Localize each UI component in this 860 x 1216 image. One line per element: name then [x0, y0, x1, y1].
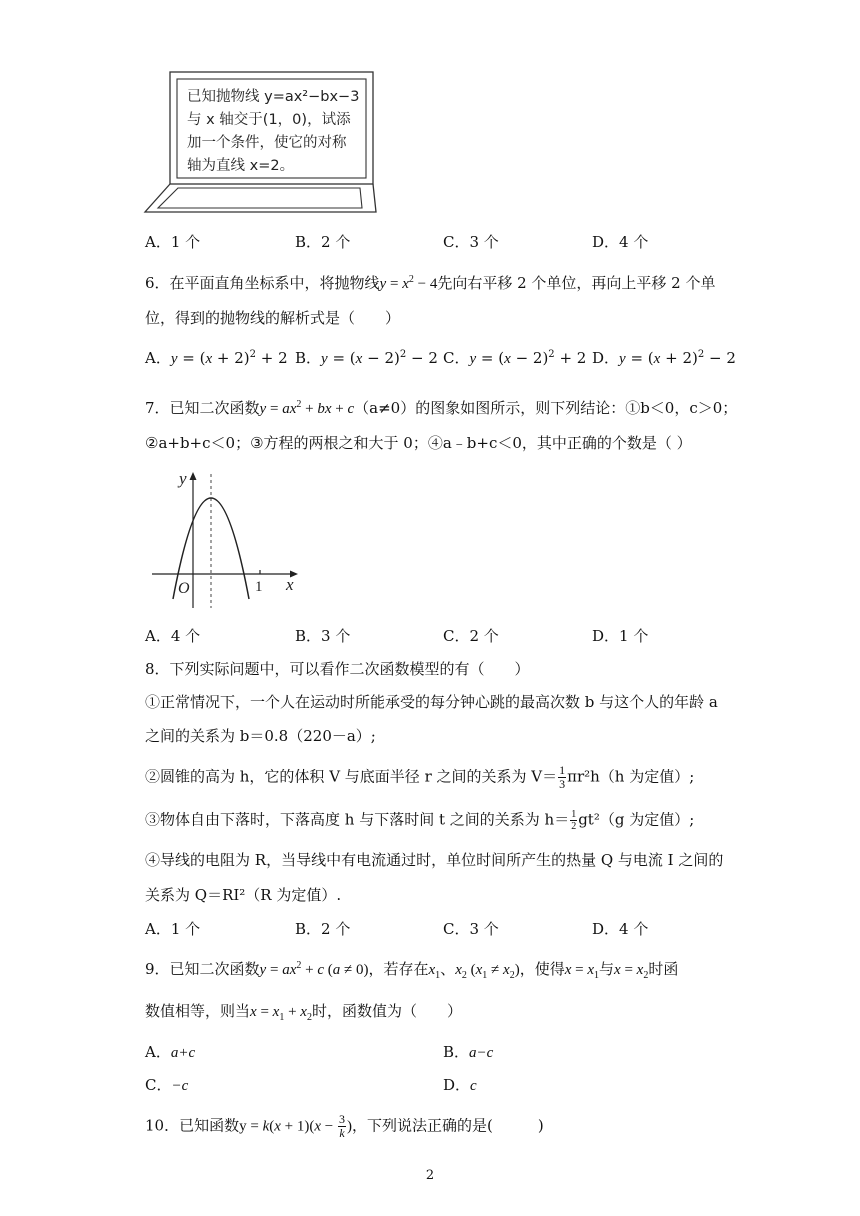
fraction-three-over-k: $\frac{3}{k}$ [339, 1112, 345, 1140]
q7-option-b[interactable]: B．3 个 [295, 627, 351, 645]
q5-option-b[interactable]: B．2 个 [295, 233, 351, 251]
q6-option-a[interactable]: A．$y = (x + 2)^2 + 2$ [145, 349, 288, 367]
q7-stem-b: （a≠0）的图象如图所示，则下列结论：①b＜0，c＞0； [354, 399, 738, 417]
q7-formula: y [259, 401, 267, 417]
y-axis-arrow [190, 472, 197, 480]
q7-option-a[interactable]: A．4 个 [145, 627, 201, 645]
board-text [187, 86, 359, 178]
tick-1-label: 1 [255, 579, 263, 595]
board-line-3: 加一个条件，使它的对称 [187, 135, 347, 151]
q8-item-1-line-2: 之间的关系为 b＝0.8（220－a）; [145, 727, 376, 745]
q6-stem-b: 先向右平移 2 个单位，再向上平移 2 个单 [437, 274, 716, 292]
y-axis-label: y [179, 469, 187, 488]
q8-item-4-line-2: 关系为 Q＝RI²（R 为定值）. [145, 886, 342, 904]
q10-stem: 10．已知函数y = k(x + 1)(x − $\frac{3}{k}$ )，下列说法正确的是( ) [145, 1112, 544, 1140]
q6-stem-a: 6．在平面直角坐标系中，将抛物线 [145, 274, 380, 292]
q6-option-d[interactable]: D．$y = (x + 2)^2 - 2$ [592, 349, 736, 367]
fraction-one-half: $\frac{1}{2}$ [571, 809, 577, 832]
q8-option-d[interactable]: D．4 个 [592, 920, 649, 938]
q8-option-a[interactable]: A．1 个 [145, 920, 201, 938]
q7-option-c[interactable]: C．2 个 [443, 627, 499, 645]
q6-formula: y [379, 276, 387, 292]
q7-stem-a: 7．已知二次函数 [145, 399, 260, 417]
q7-option-d[interactable]: D．1 个 [592, 627, 649, 645]
q6-stem-line-2: 位，得到的抛物线的解析式是（ ） [145, 309, 401, 327]
q8-item-3: ③物体自由下落时，下落高度 h 与下落时间 t 之间的关系为 h＝ $\frac{1}{2}$ gt²（g 为定值）; [145, 809, 695, 832]
q8-stem: 8．下列实际问题中，可以看作二次函数模型的有（ ） [145, 660, 530, 678]
q7-stem-line-2: ②a+b+c＜0；③方程的两根之和大于 0；④a﹣b+c＜0，其中正确的个数是（ ） [145, 434, 692, 452]
q9-option-c[interactable]: C．−c [145, 1076, 189, 1094]
q8-item-2: ②圆锥的高为 h，它的体积 V 与底面半径 r 之间的关系为 V＝ $\frac{1}{3}$ πr²h（h 为定值）; [145, 763, 695, 791]
board-line-4: 轴为直线 x=2。 [187, 158, 295, 174]
q5-option-a[interactable]: A．1 个 [145, 233, 201, 251]
q6-stem-line-1: 6．在平面直角坐标系中，将抛物线$y = x^2 - 4$先向右平移 2 个单位，再向上平移 2 个单 [145, 274, 716, 292]
q9-option-b[interactable]: B．a−c [443, 1043, 494, 1061]
page-number: 2 [425, 1168, 435, 1183]
fraction-one-third: $\frac{1}{3}$ [559, 763, 566, 791]
q8-item-4-line-1: ④导线的电阻为 R，当导线中有电流通过时，单位时间所产生的热量 Q 与电流 I 之间的 [145, 851, 724, 869]
q6-option-c[interactable]: C．$y = (x - 2)^2 + 2$ [443, 349, 587, 367]
board-line-2: 与 x 轴交于(1，0)，试添 [187, 112, 351, 128]
q9-stem-line-2: 数值相等，则当$x = x_1 + x_2$时，函数值为（ ） [145, 1002, 462, 1023]
board-line-1: 已知抛物线 y=ax²−bx−3 [187, 89, 360, 105]
q6-option-b[interactable]: B．$y = (x - 2)^2 - 2$ [295, 349, 438, 367]
q5-option-c[interactable]: C．3 个 [443, 233, 499, 251]
q9-stem-line-1: 9．已知二次函数$y = ax^2 + c$ (a ≠ 0)，若存在$x_1$、$x_2$ $(x_1 \ne x_2)$，使得$x = x_1$与$x = x_2$时函 [145, 960, 679, 981]
q8-item-1-line-1: ①正常情况下，一个人在运动时所能承受的每分钟心跳的最高次数 b 与这个人的年龄 a [145, 693, 718, 711]
q8-option-b[interactable]: B．2 个 [295, 920, 351, 938]
x-axis-label: x [286, 575, 294, 594]
origin-label: O [178, 580, 190, 597]
q9-option-d[interactable]: D．c [443, 1076, 477, 1094]
q7-stem-line-1: 7．已知二次函数$y = ax^2$ + bx + c（a≠0）的图象如图所示，则下列结论：①b＜0，c＞0； [145, 399, 738, 417]
q9-option-a[interactable]: A．a+c [145, 1043, 196, 1061]
q7-parabola-graph [148, 462, 308, 612]
q5-option-d[interactable]: D．4 个 [592, 233, 649, 251]
q8-option-c[interactable]: C．3 个 [443, 920, 499, 938]
